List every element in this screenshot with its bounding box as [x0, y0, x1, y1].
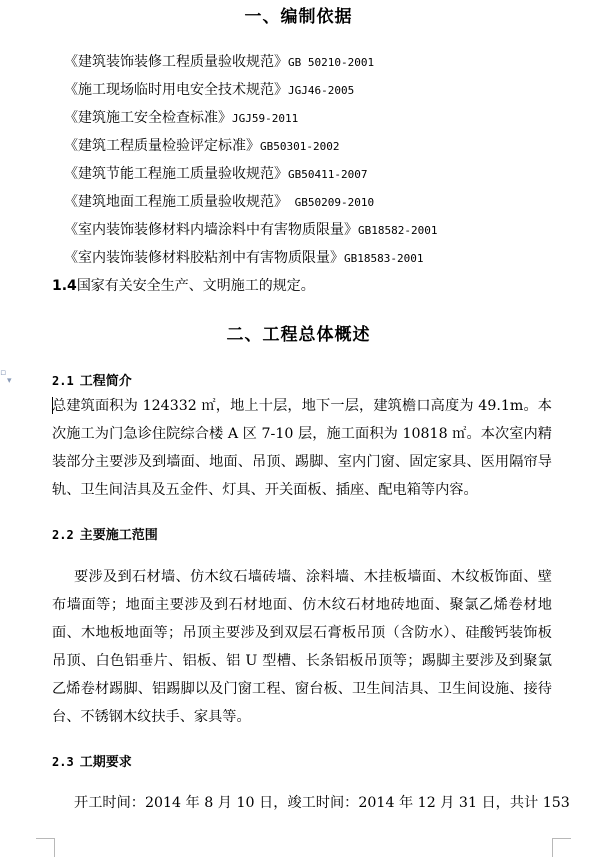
reference-item — [64, 79, 354, 99]
reference-name: 《施工现场临时用电安全技术规范》 — [64, 82, 288, 98]
note-text: 国家有关安全生产、文明施工的规定。 — [76, 278, 315, 294]
note-number: 1.4 — [52, 278, 77, 294]
reference-name: 《室内装饰装修材料内墙涂料中有害物质限量》 — [64, 222, 358, 238]
margin-arrow-icon: ▾ — [7, 376, 12, 386]
reference-item — [64, 191, 374, 211]
page-corner-mark — [36, 838, 55, 857]
subsection-heading: 2.1 工程简介 — [52, 374, 132, 389]
reference-code: JGJ59-2011 — [232, 112, 299, 125]
reference-code: JGJ46-2005 — [288, 84, 355, 97]
section-title-project-overview: 二、工程总体概述 — [226, 325, 371, 345]
reference-item — [64, 163, 367, 183]
subsection-heading: 2.2 主要施工范围 — [52, 528, 158, 543]
reference-code: GB18582-2001 — [358, 224, 438, 237]
construction-scope-paragraph[interactable]: 要涉及到石材墙、仿木纹石墙砖墙、涂料墙、木挂板墙面、木纹板饰面、壁布墙面等；地面主要涉及到石材地面、仿木纹石材地砖地面、聚氯乙烯卷材地面、木地板地面等；吊顶主要涉及到双层石膏板吊顶（含防水）、硅酸钙装饰板吊顶、白色铝垂片、铝板、铝 U 型槽、长条铝板吊顶等；踢脚主要涉及到聚氯乙烯卷材踢脚、铝踢脚以及门窗工程、窗台板、卫生间洁具、卫生间设施、接待台、不锈钢木纹扶手、家具等。 — [52, 569, 552, 725]
section-title-compilation-basis: 一、编制依据 — [244, 7, 353, 27]
reference-name: 《建筑装饰装修工程质量验收规范》 — [64, 54, 288, 70]
reference-code: GB50411-2007 — [288, 168, 368, 181]
project-intro-paragraph[interactable]: 总建筑面积为 124332 ㎡，地上十层，地下一层，建筑檐口高度为 49.1m。本次施工为门急诊住院综合楼 A 区 7-10 层，施工面积为 10818 ㎡。本次室内精装部分主要涉及到墙面、地面、吊顶、踢脚、室内门窗、固定家具、医用隔帘导轨、卫生间洁具及五金件、灯具、开关面板、插座、配电箱等内容。 — [52, 398, 552, 498]
reference-name: 《建筑工程质量检验评定标准》 — [64, 138, 260, 154]
schedule-paragraph[interactable]: 开工时间：2014 年 8 月 10 日，竣工时间：2014 年 12 月 31 日，共计 153 — [74, 795, 570, 811]
regulation-note — [52, 275, 315, 295]
reference-code: GB 50210-2001 — [288, 56, 375, 69]
reference-name: 《建筑地面工程施工质量验收规范》 — [64, 194, 288, 210]
margin-marker-icon: ▫ — [0, 368, 7, 378]
reference-name: 《室内装饰装修材料胶粘剂中有害物质限量》 — [64, 250, 344, 266]
reference-item — [64, 51, 374, 71]
reference-name: 《建筑节能工程施工质量验收规范》 — [64, 166, 288, 182]
reference-item — [64, 135, 339, 155]
page-corner-mark — [552, 838, 571, 857]
reference-item — [64, 219, 437, 239]
reference-code: GB18583-2001 — [344, 252, 424, 265]
reference-code: GB50209-2010 — [288, 196, 375, 209]
reference-code: GB50301-2002 — [260, 140, 340, 153]
subsection-heading: 2.3 工期要求 — [52, 755, 132, 770]
reference-item — [64, 107, 298, 127]
reference-name: 《建筑施工安全检查标准》 — [64, 110, 232, 126]
reference-item — [64, 247, 423, 267]
